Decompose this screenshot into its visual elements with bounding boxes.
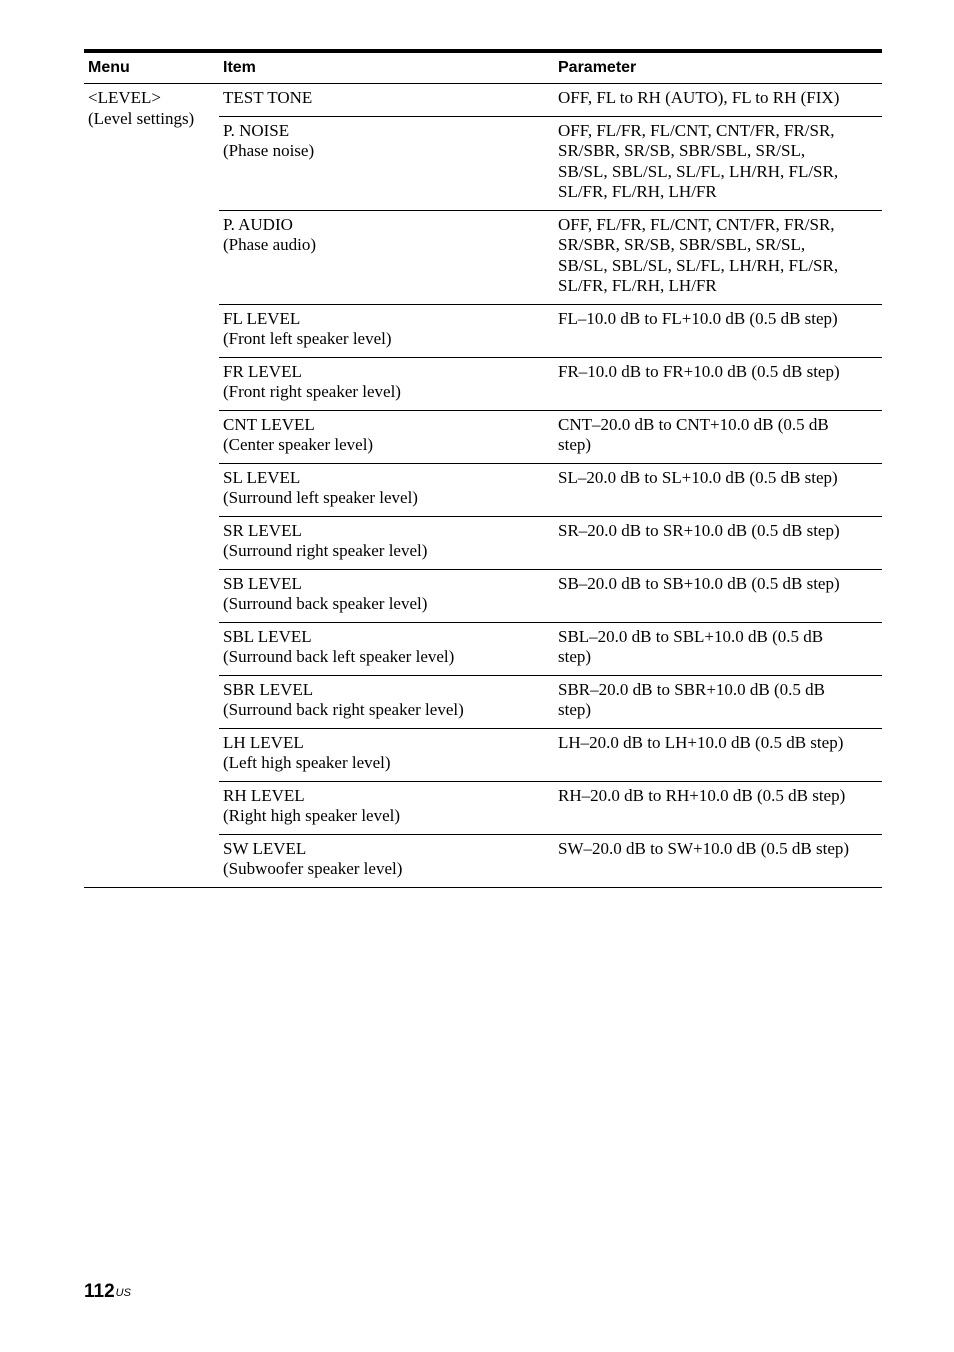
page-number (84, 1280, 131, 1304)
page-number-value: 112 (84, 1281, 115, 1302)
item-description: (Surround back right speaker level) (223, 700, 464, 719)
parameter-line: LH–20.0 dB to LH+10.0 dB (0.5 dB step) (558, 732, 844, 752)
parameter-line: SL/FR, FL/RH, LH/FR (558, 276, 717, 295)
item-cell (219, 728, 554, 781)
page-number-suffix: US (115, 1287, 131, 1299)
parameter-line: SR/SBR, SR/SB, SBR/SBL, SR/SL, (558, 235, 806, 254)
parameter-cell (554, 357, 882, 410)
parameter-cell (554, 210, 882, 304)
table-row (84, 84, 882, 117)
table-body (84, 84, 882, 888)
parameter-cell (554, 116, 882, 210)
item-name: SL LEVEL (223, 467, 301, 487)
header-parameter: Parameter (554, 51, 882, 84)
parameter-line: FR–10.0 dB to FR+10.0 dB (0.5 dB step) (558, 361, 840, 381)
parameter-line: SR–20.0 dB to SR+10.0 dB (0.5 dB step) (558, 520, 840, 540)
item-cell (219, 304, 554, 357)
parameter-line: OFF, FL/FR, FL/CNT, CNT/FR, FR/SR, (558, 214, 835, 234)
item-name: P. AUDIO (223, 214, 293, 234)
item-description: (Surround left speaker level) (223, 488, 418, 507)
item-description: (Phase noise) (223, 141, 315, 160)
header-menu: Menu (84, 51, 219, 84)
item-cell (219, 116, 554, 210)
parameter-cell (554, 622, 882, 675)
item-name: FR LEVEL (223, 361, 302, 381)
item-name: SB LEVEL (223, 573, 302, 593)
parameter-line: RH–20.0 dB to RH+10.0 dB (0.5 dB step) (558, 785, 846, 805)
parameter-line: CNT–20.0 dB to CNT+10.0 dB (0.5 dB (558, 414, 829, 434)
parameter-line: SBR–20.0 dB to SBR+10.0 dB (0.5 dB (558, 679, 826, 699)
parameter-line: step) (558, 435, 592, 454)
parameter-line: FL–10.0 dB to FL+10.0 dB (0.5 dB step) (558, 308, 838, 328)
item-name: SBR LEVEL (223, 679, 314, 699)
parameter-cell (554, 410, 882, 463)
item-description: (Left high speaker level) (223, 753, 391, 772)
parameter-line: SB/SL, SBL/SL, SL/FL, LH/RH, FL/SR, (558, 161, 839, 181)
menu-description: (Level settings) (88, 108, 195, 128)
item-cell (219, 516, 554, 569)
parameter-cell (554, 304, 882, 357)
level-settings-table (84, 49, 882, 888)
parameter-line: SBL–20.0 dB to SBL+10.0 dB (0.5 dB (558, 626, 824, 646)
item-name: TEST TONE (223, 88, 313, 107)
parameter-cell (554, 84, 882, 117)
item-cell (219, 622, 554, 675)
parameter-line: step) (558, 647, 592, 666)
item-cell (219, 410, 554, 463)
item-cell (219, 84, 554, 117)
menu-cell (84, 84, 219, 888)
item-cell (219, 834, 554, 887)
item-name: SW LEVEL (223, 838, 307, 858)
item-description: (Subwoofer speaker level) (223, 859, 403, 878)
item-name: FL LEVEL (223, 308, 301, 328)
parameter-line: SB–20.0 dB to SB+10.0 dB (0.5 dB step) (558, 573, 840, 593)
item-name: P. NOISE (223, 120, 290, 140)
parameter-line: OFF, FL to RH (AUTO), FL to RH (FIX) (558, 88, 840, 107)
parameter-cell (554, 516, 882, 569)
item-description: (Phase audio) (223, 235, 317, 254)
item-name: SBL LEVEL (223, 626, 312, 646)
item-cell (219, 781, 554, 834)
item-description: (Right high speaker level) (223, 806, 401, 825)
menu-name: <LEVEL> (88, 88, 161, 107)
parameter-line: SW–20.0 dB to SW+10.0 dB (0.5 dB step) (558, 838, 850, 858)
item-cell (219, 463, 554, 516)
parameter-line: step) (558, 700, 592, 719)
parameter-line: SL–20.0 dB to SL+10.0 dB (0.5 dB step) (558, 467, 838, 487)
header-item: Item (219, 51, 554, 84)
parameter-line: SR/SBR, SR/SB, SBR/SBL, SR/SL, (558, 141, 806, 160)
parameter-cell (554, 463, 882, 516)
item-cell (219, 675, 554, 728)
item-description: (Surround back left speaker level) (223, 647, 455, 666)
item-cell (219, 357, 554, 410)
parameter-cell (554, 675, 882, 728)
parameter-line: SB/SL, SBL/SL, SL/FL, LH/RH, FL/SR, (558, 255, 839, 275)
item-name: CNT LEVEL (223, 414, 315, 434)
table-header-row (84, 51, 882, 84)
item-description: (Front left speaker level) (223, 329, 392, 348)
item-name: LH LEVEL (223, 732, 304, 752)
parameter-cell (554, 834, 882, 887)
parameter-cell (554, 781, 882, 834)
parameter-line: OFF, FL/FR, FL/CNT, CNT/FR, FR/SR, (558, 120, 835, 140)
item-cell (219, 569, 554, 622)
parameter-cell (554, 569, 882, 622)
item-name: RH LEVEL (223, 785, 305, 805)
parameter-line: SL/FR, FL/RH, LH/FR (558, 182, 717, 201)
item-name: SR LEVEL (223, 520, 302, 540)
parameter-cell (554, 728, 882, 781)
item-description: (Surround back speaker level) (223, 594, 428, 613)
item-description: (Front right speaker level) (223, 382, 401, 401)
item-cell (219, 210, 554, 304)
item-description: (Center speaker level) (223, 435, 374, 454)
item-description: (Surround right speaker level) (223, 541, 428, 560)
